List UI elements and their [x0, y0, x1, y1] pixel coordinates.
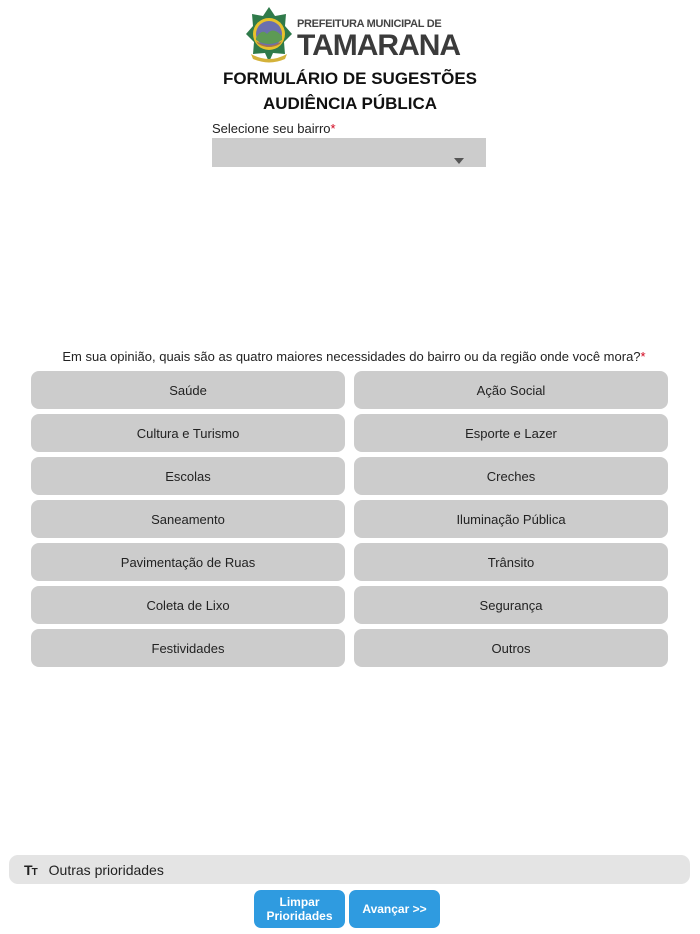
- dropdown-caret-icon: [454, 158, 464, 164]
- logo-subtitle: PREFEITURA MUNICIPAL DE: [297, 18, 442, 30]
- option-iluminacao-publica[interactable]: Iluminação Pública: [354, 500, 668, 538]
- option-seguranca[interactable]: Segurança: [354, 586, 668, 624]
- required-mark: *: [330, 121, 336, 136]
- option-cultura-turismo[interactable]: Cultura e Turismo: [31, 414, 345, 452]
- neighborhood-label: [212, 121, 336, 136]
- form-subtitle: AUDIÊNCIA PÚBLICA: [262, 94, 438, 113]
- priorities-question-text: Em sua opinião, quais são as quatro maiores necessidades do bairro ou da região onde você mora?: [62, 349, 641, 364]
- other-priorities-field[interactable]: [9, 855, 690, 884]
- priority-options-grid: [31, 371, 668, 667]
- form-title: FORMULÁRIO DE SUGESTÕES: [222, 69, 478, 88]
- option-coleta-lixo[interactable]: Coleta de Lixo: [31, 586, 345, 624]
- crest-icon: [245, 6, 293, 66]
- option-esporte-lazer[interactable]: Esporte e Lazer: [354, 414, 668, 452]
- required-mark: *: [640, 349, 646, 364]
- text-format-glyph-big: T: [24, 861, 32, 878]
- clear-priorities-button[interactable]: [254, 890, 345, 928]
- text-format-icon: [24, 862, 37, 878]
- clear-label-line2: Prioridades: [266, 909, 333, 923]
- neighborhood-select[interactable]: [212, 138, 486, 167]
- option-creches[interactable]: Creches: [354, 457, 668, 495]
- logo-title: TAMARANA: [297, 29, 461, 62]
- option-festividades[interactable]: Festividades: [31, 629, 345, 667]
- clear-label-line1: Limpar: [279, 894, 320, 909]
- option-pavimentacao-ruas[interactable]: Pavimentação de Ruas: [31, 543, 345, 581]
- priorities-question: [0, 349, 700, 364]
- option-saneamento[interactable]: Saneamento: [31, 500, 345, 538]
- option-acao-social[interactable]: Ação Social: [354, 371, 668, 409]
- option-escolas[interactable]: Escolas: [31, 457, 345, 495]
- other-priorities-input[interactable]: [49, 862, 649, 878]
- option-transito[interactable]: Trânsito: [354, 543, 668, 581]
- next-button[interactable]: Avançar >>: [349, 890, 440, 928]
- municipality-logo: [245, 6, 461, 66]
- text-format-glyph-small: T: [31, 866, 37, 878]
- neighborhood-label-text: Selecione seu bairro: [212, 121, 331, 136]
- option-saude[interactable]: Saúde: [31, 371, 345, 409]
- option-outros[interactable]: Outros: [354, 629, 668, 667]
